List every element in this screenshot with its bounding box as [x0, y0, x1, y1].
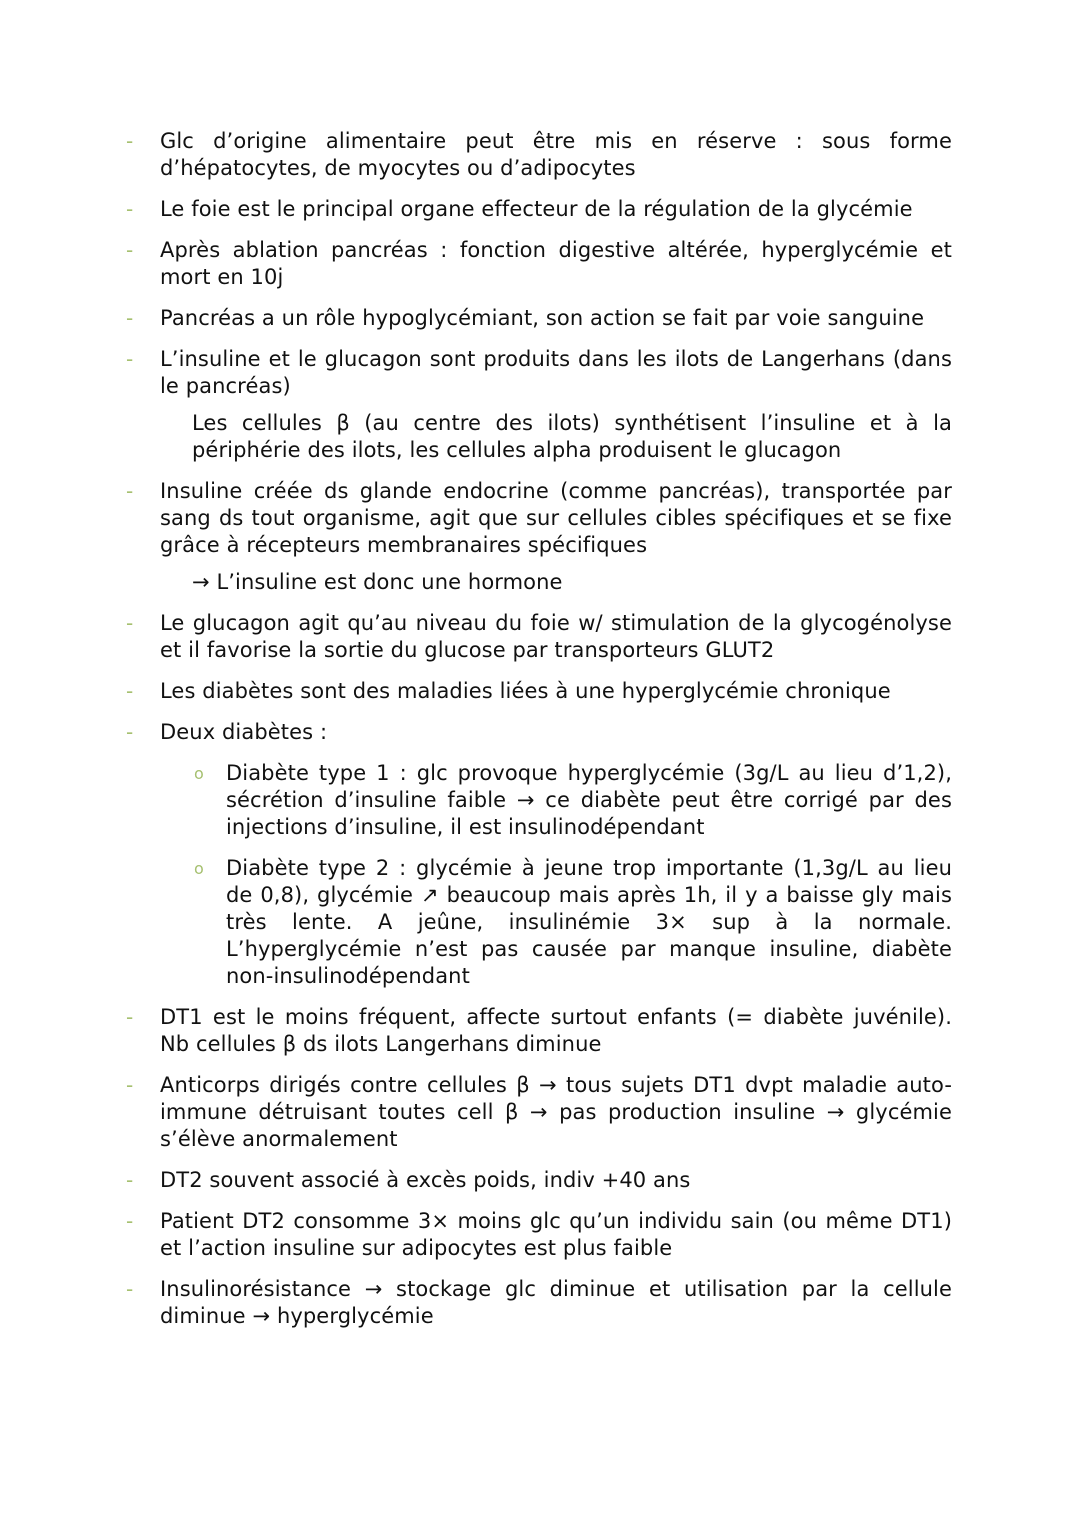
indented-note-text: Les cellules β (au centre des ilots) synthétisent l’insuline et à la périphérie des ilots, les cellules alpha produisent le glucagon	[192, 411, 952, 462]
circle-bullet-icon: o	[194, 764, 204, 783]
list-item-text: Pancréas a un rôle hypoglycémiant, son action se fait par voie sanguine	[160, 306, 925, 330]
dash-bullet-icon: -	[126, 720, 134, 744]
dash-bullet-icon: -	[126, 347, 134, 371]
dash-bullet-icon: -	[126, 679, 134, 703]
list-item	[126, 610, 952, 664]
list-item	[126, 1208, 952, 1262]
list-item-text: DT1 est le moins fréquent, affecte surtout enfants (= diabète juvénile). Nb cellules β ds ilots Langerhans diminue	[160, 1005, 952, 1056]
list-item	[126, 678, 952, 705]
list-item	[126, 196, 952, 223]
list-item-text: L’insuline et le glucagon sont produits dans les ilots de Langerhans (dans le pancréas)	[160, 347, 952, 398]
list-item-text: Glc d’origine alimentaire peut être mis en réserve : sous forme d’hépatocytes, de myocytes ou d’adipocytes	[160, 129, 952, 180]
dash-bullet-icon: -	[126, 1168, 134, 1192]
dash-bullet-icon: -	[126, 1277, 134, 1301]
dash-bullet-icon: -	[126, 1073, 134, 1097]
sub-list-item	[194, 855, 952, 990]
list-item-text: Anticorps dirigés contre cellules β → tous sujets DT1 dvpt maladie auto-immune détruisant toutes cell β → pas production insuline → glycémie s’élève anormalement	[160, 1073, 952, 1151]
list-item-text: Insuline créée ds glande endocrine (comme pancréas), transportée par sang ds tout organisme, agit que sur cellules cibles spécifiques et se fixe grâce à récepteurs membranaires spécifiques	[160, 479, 952, 557]
list-item-text: Le foie est le principal organe effecteur de la régulation de la glycémie	[160, 197, 913, 221]
sub-list-item	[194, 760, 952, 841]
sub-list-item-text: Diabète type 1 : glc provoque hyperglycémie (3g/L au lieu d’1,2), sécrétion d’insuline faible → ce diabète peut être corrigé par des injections d’insuline, il est insulinodépendant	[226, 761, 952, 839]
list-item	[126, 719, 952, 746]
dash-bullet-icon: -	[126, 197, 134, 221]
dash-bullet-icon: -	[126, 479, 134, 503]
list-item-text: Après ablation pancréas : fonction digestive altérée, hyperglycémie et mort en 10j	[160, 238, 952, 289]
list-item	[126, 1004, 952, 1058]
dash-bullet-icon: -	[126, 306, 134, 330]
list-item-text: Patient DT2 consomme 3× moins glc qu’un individu sain (ou même DT1) et l’action insuline sur adipocytes est plus faible	[160, 1209, 952, 1260]
list-item	[126, 1072, 952, 1153]
indented-note-text: → L’insuline est donc une hormone	[192, 570, 563, 594]
list-item	[126, 346, 952, 400]
indented-note	[192, 569, 952, 596]
notes-list	[126, 128, 952, 1344]
list-item	[126, 237, 952, 291]
indented-note	[192, 410, 952, 464]
dash-bullet-icon: -	[126, 611, 134, 635]
sub-list-item-text: Diabète type 2 : glycémie à jeune trop importante (1,3g/L au lieu de 0,8), glycémie ↗ beaucoup mais après 1h, il y a baisse gly mais très lente. A jeûne, insulinémie 3× sup à la normale. L’hyperglycémie n’est pas causée par manque insuline, diabète non-insulinodépendant	[226, 856, 952, 988]
list-item	[126, 1276, 952, 1330]
list-item-text: Les diabètes sont des maladies liées à une hyperglycémie chronique	[160, 679, 891, 703]
dash-bullet-icon: -	[126, 1209, 134, 1233]
dash-bullet-icon: -	[126, 129, 134, 153]
dash-bullet-icon: -	[126, 1005, 134, 1029]
list-item-text: Le glucagon agit qu’au niveau du foie w/ stimulation de la glycogénolyse et il favorise la sortie du glucose par transporteurs GLUT2	[160, 611, 952, 662]
list-item-text: Deux diabètes :	[160, 720, 328, 744]
list-item	[126, 1167, 952, 1194]
circle-bullet-icon: o	[194, 859, 204, 878]
list-item-text: Insulinorésistance → stockage glc diminue et utilisation par la cellule diminue → hyperglycémie	[160, 1277, 952, 1328]
list-item-text: DT2 souvent associé à excès poids, indiv +40 ans	[160, 1168, 691, 1192]
list-item	[126, 478, 952, 559]
dash-bullet-icon: -	[126, 238, 134, 262]
list-item	[126, 128, 952, 182]
list-item	[126, 305, 952, 332]
